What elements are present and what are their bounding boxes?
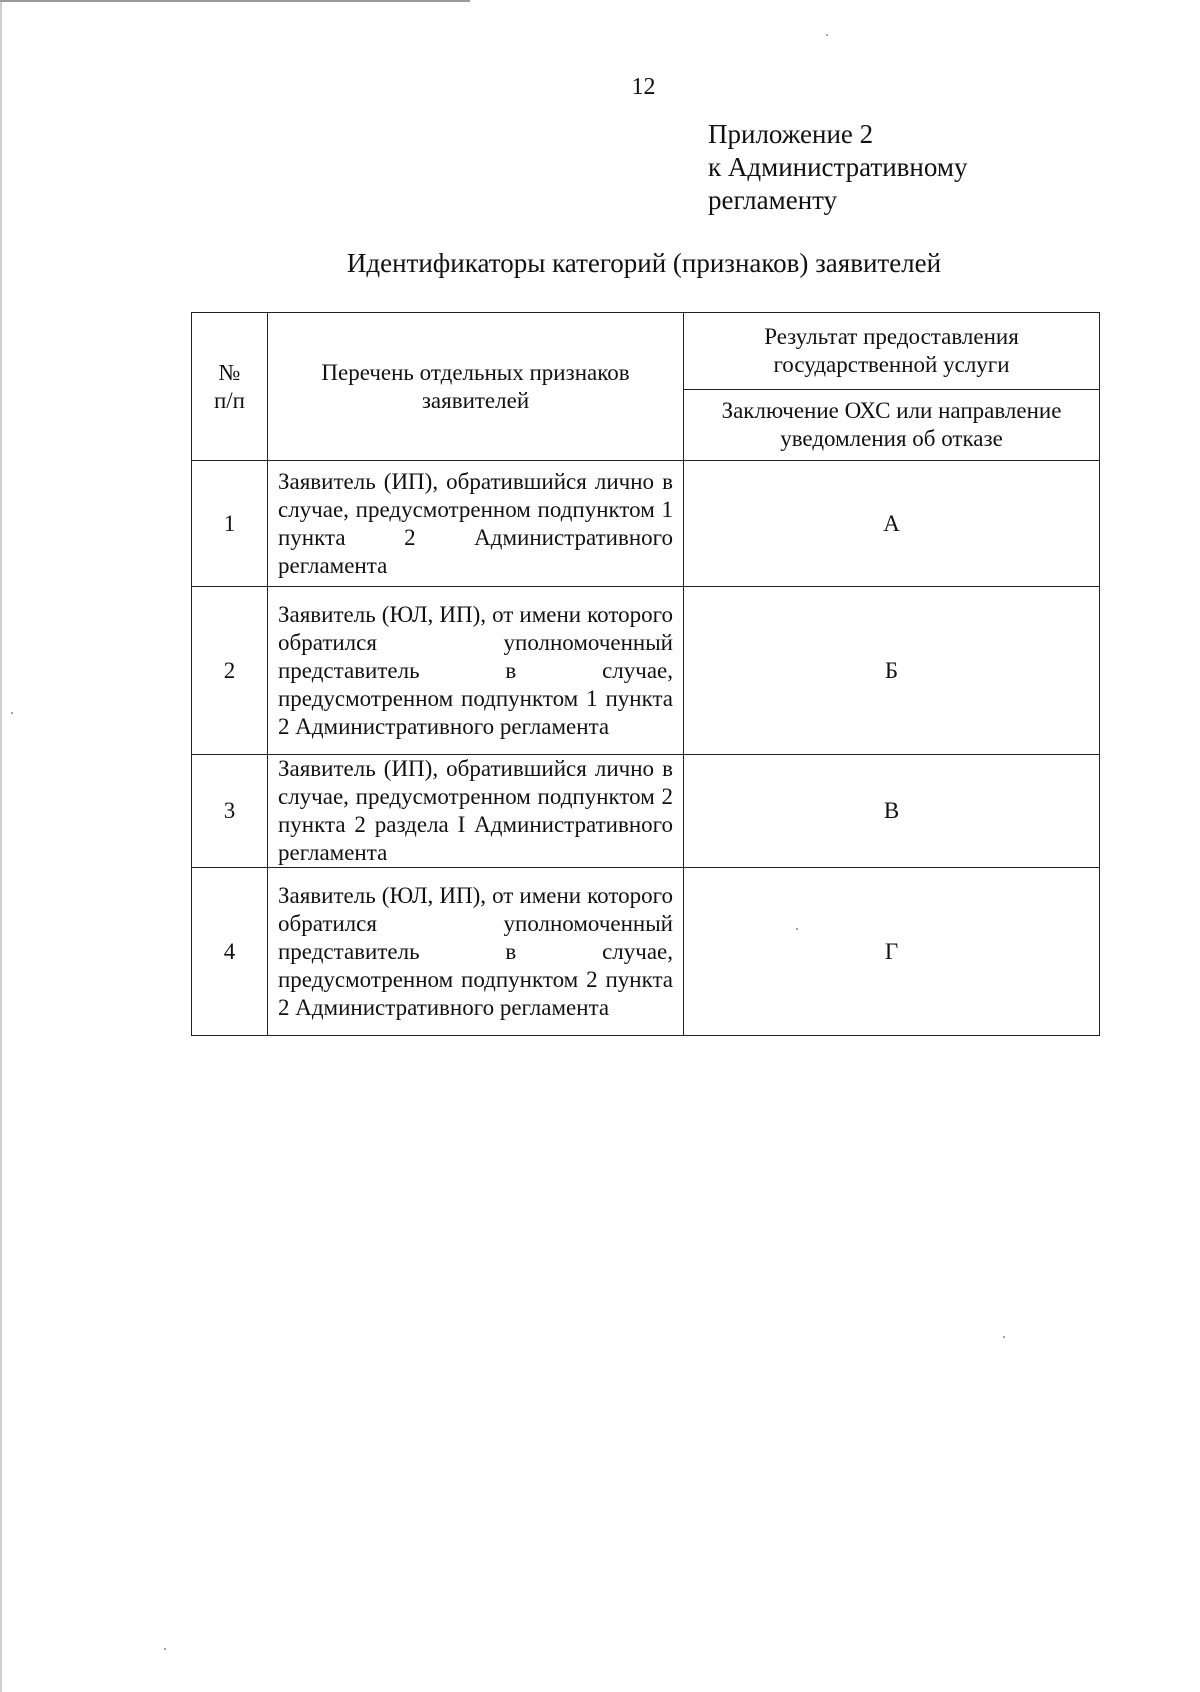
scan-speck [164,1648,166,1650]
scan-speck [796,928,798,930]
row-result: А [684,461,1100,587]
scan-speck [11,712,13,714]
row-number: 4 [192,868,268,1036]
column-header-list: Перечень отдельных признаков заявителей [268,313,684,461]
header-num-label: п/п [213,387,245,413]
page-number: 12 [631,74,656,100]
row-result: Б [684,587,1100,755]
applicant-categories-table [191,312,1100,1036]
row-number: 3 [192,755,268,868]
table-header-row [192,313,1100,390]
row-description: Заявитель (ЮЛ, ИП), от имени которого обратился уполномоченный представитель в случае, предусмотренном подпунктом 1 пункта 2 Административного регламента [268,587,684,755]
scan-speck [826,34,828,36]
table-row [192,587,1100,755]
scan-speck [1003,1336,1005,1338]
row-result: Г [684,868,1100,1036]
row-description: Заявитель (ИП), обратившийся лично в случае, предусмотренном подпунктом 1 пункта 2 Административного регламента [268,461,684,587]
table-row [192,868,1100,1036]
row-description: Заявитель (ИП), обратившийся лично в случае, предусмотренном подпунктом 2 пункта 2 раздела I Административного регламента [268,755,684,868]
row-number: 1 [192,461,268,587]
appendix-line: к Административному [708,152,968,182]
row-number: 2 [192,587,268,755]
column-header-result-sub: Заключение ОХС или направление уведомления об отказе [684,390,1100,461]
appendix-line: регламенту [708,185,838,215]
scan-edge [0,0,470,2]
column-header-number [192,313,268,461]
appendix-note [708,118,967,217]
row-description: Заявитель (ЮЛ, ИП), от имени которого обратился уполномоченный представитель в случае, предусмотренном подпунктом 2 пункта 2 Административного регламента [268,868,684,1036]
column-header-result: Результат предоставления государственной услуги [684,313,1100,390]
header-num-symbol: № [218,359,241,385]
row-result: В [684,755,1100,868]
appendix-line: Приложение 2 [708,119,874,149]
table-row [192,755,1100,868]
table-row [192,461,1100,587]
document-title: Идентификаторы категорий (признаков) заявителей [346,248,942,278]
